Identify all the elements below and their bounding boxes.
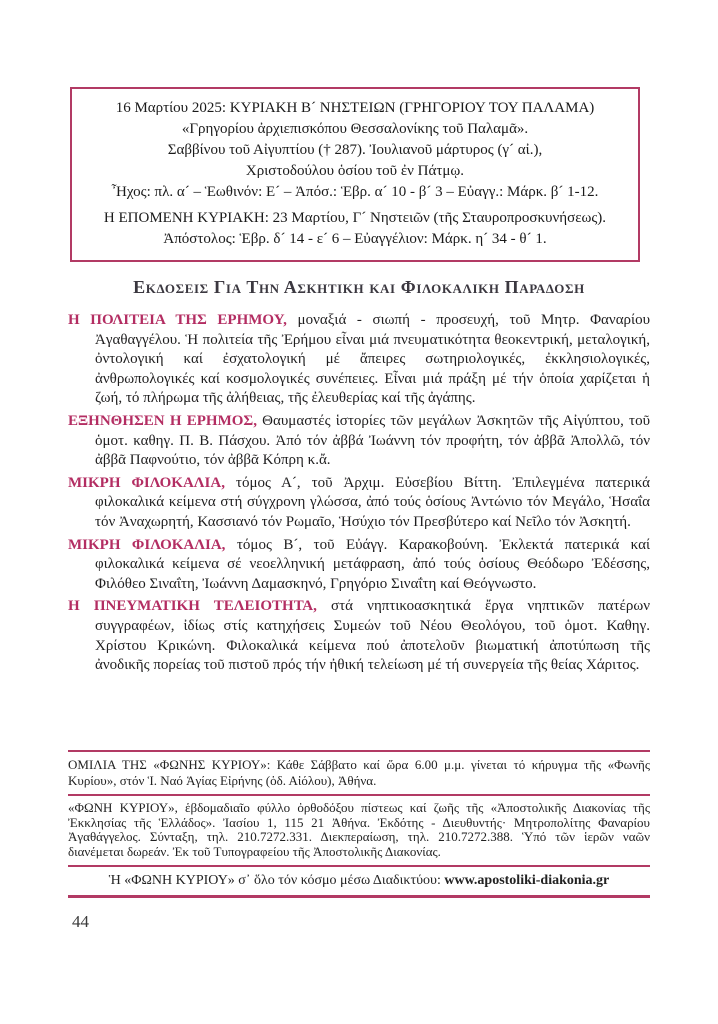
book-description: τόμος Α´, τοῦ Ἀρχιμ. Εὐσεβίου Βίττη. Ἐπιλεγμένα πατερικά φιλοκαλικά κείμενα στή σύγχρονη γλώσσα, ἀπό τούς ὁσίους Ἀντώνιο τόν Μεγάλο, Ἡσαΐα τόν Ἀναχωρητή, Κασσιανό τόν Ρωμαῖο, Ἡσύχιο τόν Πρεσβύτερο καί Νεῖλο τόν Ἀσκητή. [95, 474, 650, 530]
info-line-commemoration-3: Χριστοδούλου ὁσίου τοῦ ἐν Πάτμῳ. [245, 163, 465, 179]
website-line [68, 873, 650, 889]
section-heading: Εκδοσεις Για Την Ασκητικη και Φιλοκαλικη Παραδοση [133, 277, 585, 297]
info-line-commemoration-2: Σαββίνου τοῦ Αἰγυπτίου († 287). Ἰουλιανοῦ μάρτυρος (γ´ αἰ.), [167, 142, 543, 158]
website-line-text: Ἡ «ΦΩΝΗ ΚΥΡΙΟΥ» σ᾽ ὅλο τόν κόσμο μέσω Διαδικτύου: [108, 873, 445, 889]
publication-imprint: «ΦΩΝΗ ΚΥΡΙΟΥ», ἑβδομαδιαῖο φύλλο ὀρθοδόξου πίστεως καί ζωῆς τῆς «Ἀποστολικῆς Διακονίας τῆς Ἐκκλησίας τῆς Ἑλλάδος». Ἰασίου 1, 115 21 Ἀθήνα. Ἐκδότης - Διευθυντής· Μητροπολίτης Φαναρίου Ἀγαθάγγελος. Σύνταξη, τηλ. 210.7272.331. Διεκπεραίωση, τηλ. 210.7272.388. Ὑπό τῶν ἱερῶν ναῶν διανέμεται δωρεάν. Ἐκ τοῦ Τυπογραφείου τῆς Ἀποστολικῆς Διακονίας. [68, 800, 650, 859]
book-entry [68, 474, 650, 533]
sunday-info-box [70, 87, 640, 262]
info-line-date-title: 16 Μαρτίου 2025: ΚΥΡΙΑΚΗ Β´ ΝΗΣΤΕΙΩΝ (ΓΡΗΓΟΡΙΟΥ ΤΟΥ ΠΑΛΑΜΑ) [115, 100, 595, 116]
book-list [68, 311, 650, 751]
homily-notice: ΟΜΙΛΙΑ ΤΗΣ «ΦΩΝΗΣ ΚΥΡΙΟΥ»: Κάθε Σάββατο καί ὥρα 6.00 μ.μ. γίνεται τό κήρυγμα τῆς «Φωνῆς Κυρίου», στόν Ἱ. Ναό Ἁγίας Εἰρήνης (ὁδ. Αἰόλου), Ἀθήνα. [68, 757, 650, 788]
footer-imprint-block [68, 750, 650, 898]
info-line-commemoration-1: «Γρηγορίου ἀρχιεπισκόπου Θεσσαλονίκης τοῦ Παλαμᾶ». [181, 121, 529, 137]
book-description: στά νηπτικοασκητικά ἔργα νηπτικῶν πατέρων συγγραφέων, ἰδίως στίς κατηχήσεις Συμεών τοῦ Νέου Θεολόγου, τοῦ ὁμοτ. Καθηγ. Χρίστου Κρικώνη. Φιλοκαλικά κείμενα πού ἀποτελοῦν βιωματική ἀποτύπωση τῆς ἀνοδικῆς πορείας τοῦ πιστοῦ πρός τήν ἠθική τελείωση μέ τή συνεργεία τῆς θείας Χάριτος. [95, 598, 650, 674]
info-line-next-readings: Ἀπόστολος: Ἑβρ. δ´ 14 - ε´ 6 – Εὐαγγέλιον: Μάρκ. η´ 34 - θ´ 1. [163, 231, 547, 247]
book-description: τόμος Β´, τοῦ Εὐάγγ. Καρακοβούνη. Ἐκλεκτά πατερικά καί φιλοκαλικά κείμενα σέ νεοελληνική μετάφραση, ἀπό τούς ὁσίους Θεόδωρο Ἐδέσσης, Φιλόθεο Σιναΐτη, Ἰωάννη Δαμασκηνό, Γρηγόριο Σιναΐτη καί Θεόγνωστο. [95, 536, 650, 592]
book-description: μοναξιά - σιωπή - προσευχή, τοῦ Μητρ. Φαναρίου Ἀγαθαγγέλου. Ἡ πολιτεία τῆς Ἐρήμου εἶναι μιά πνευματικότητα θεοκεντρική, μεταλογική, ὀντολογική καί ἐσχατολογική μέ ἄπειρες σωτηριολογικές, ἐκκλησιολογικές, ἀνθρωπολογικές καί κοσμολογικές συνέπειες. Εἶναι μιά πράξη μέ τήν ὁποία χαρίζεται ἡ ζωή, τό πλήρωμα τῆς ἀλήθειας, τῆς ἐλευθερίας καί τῆς ἀγάπης. [95, 312, 650, 407]
book-entry [68, 412, 650, 471]
info-line-readings: Ἦχος: πλ. α´ – Ἑωθινόν: Ε´ – Ἀπόσ.: Ἑβρ. α´ 10 - β´ 3 – Εὐαγγ.: Μάρκ. β´ 1-12. [111, 184, 599, 200]
book-entry [68, 536, 650, 595]
divider-rule [68, 865, 650, 867]
website-url: www.apostoliki-diakonia.gr [444, 873, 610, 889]
page-number: 44 [72, 912, 89, 931]
book-entry [68, 597, 650, 675]
book-title: ΜΙΚΡΗ ΦΙΛΟΚΑΛΙΑ, [68, 474, 225, 491]
bottom-rule [68, 895, 650, 898]
book-title: Η ΠΝΕΥΜΑΤΙΚΗ ΤΕΛΕΙΟΤΗΤΑ, [68, 598, 317, 615]
book-title: ΕΞΗΝΘΗΣΕΝ Η ΕΡΗΜΟΣ, [68, 412, 257, 429]
divider-rule [68, 794, 650, 796]
book-entry [68, 311, 650, 409]
info-line-next-sunday: Η ΕΠΟΜΕΝΗ ΚΥΡΙΑΚΗ: 23 Μαρτίου, Γ´ Νηστειῶν (τῆς Σταυροπροσκυνήσεως). [103, 210, 607, 226]
book-title: Η ΠΟΛΙΤΕΙΑ ΤΗΣ ΕΡΗΜΟΥ, [68, 312, 287, 328]
book-title: ΜΙΚΡΗ ΦΙΛΟΚΑΛΙΑ, [68, 536, 226, 553]
divider-rule [68, 750, 650, 752]
book-description: Θαυμαστές ἱστορίες τῶν μεγάλων Ἀσκητῶν τῆς Αἰγύπτου, τοῦ ὁμοτ. καθηγ. Π. Β. Πάσχου. Ἀπό τόν ἀββά Ἰωάννη τόν προφήτη, τόν ἀββᾶ Ἀπολλῶ, τόν ἀββᾶ Παφνούτιο, τόν ἀββᾶ Κόπρη κ.ἄ. [95, 412, 650, 469]
